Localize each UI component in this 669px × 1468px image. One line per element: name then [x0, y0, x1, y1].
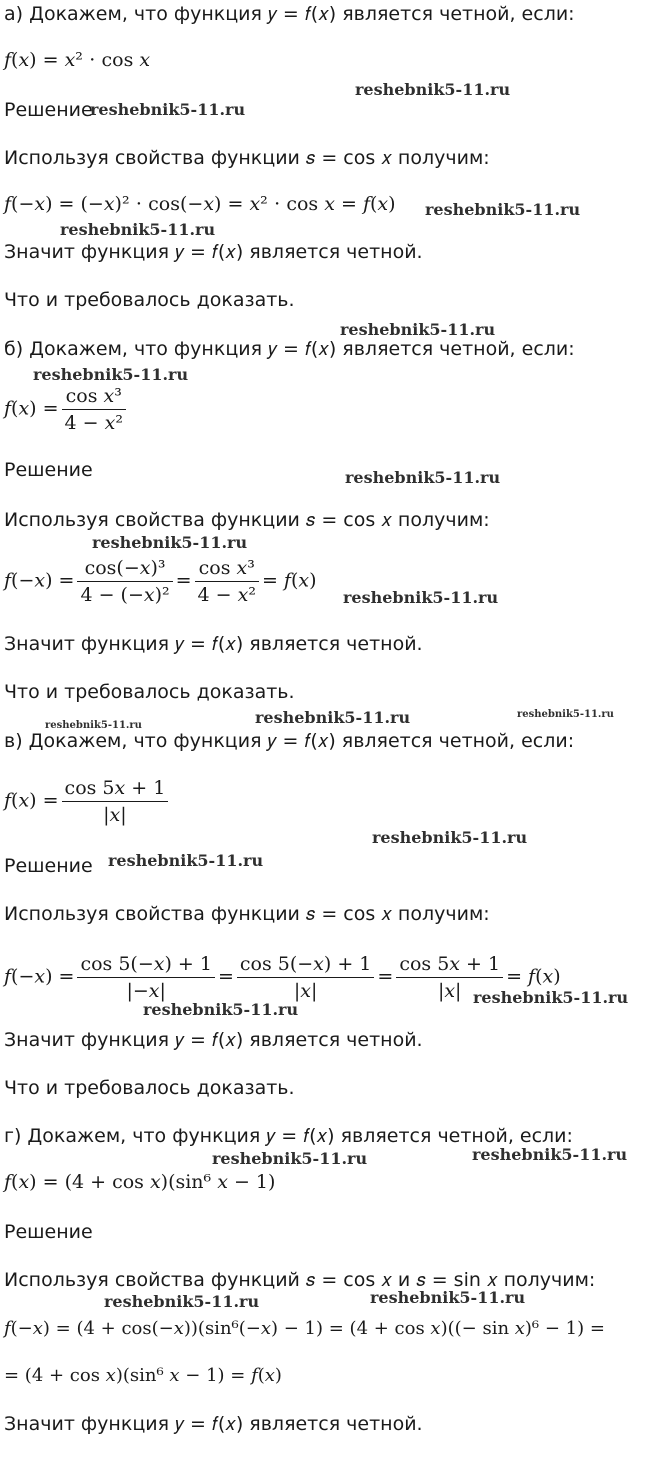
part-b-function-definition	[4, 384, 129, 435]
fraction-denominator: |−𝑥|	[77, 977, 215, 1003]
watermark: reshebnik5-11.ru	[90, 100, 246, 119]
watermark: reshebnik5-11.ru	[472, 1145, 628, 1164]
part-g-calculation-line2: = (4 + cos 𝑥)(sin⁶ 𝑥 − 1) = 𝑓(𝑥)	[4, 1365, 282, 1386]
equals-sign: =	[217, 965, 234, 988]
watermark: reshebnik5-11.ru	[340, 320, 496, 339]
fraction-numerator: cos 5𝑥 + 1	[64, 777, 166, 799]
part-b-solution-label: Решение	[4, 459, 93, 481]
fraction-numerator: cos 𝑥³	[65, 385, 122, 407]
calc-fraction	[77, 952, 215, 1003]
fraction-denominator: |𝑥|	[62, 801, 169, 827]
fraction-denominator: |𝑥|	[396, 977, 503, 1003]
part-a-function-definition: 𝑓(𝑥) = 𝑥² ⋅ cos 𝑥	[4, 49, 151, 71]
part-v-function-definition	[4, 776, 171, 827]
part-g-heading: г) Докажем, что функция 𝑦 = 𝑓(𝑥) является четной, если:	[4, 1125, 573, 1147]
part-a-qed: Что и требовалось доказать.	[4, 289, 295, 311]
part-g-conclusion: Значит функция 𝑦 = 𝑓(𝑥) является четной.	[4, 1413, 423, 1435]
calc-fraction	[237, 952, 375, 1003]
fraction-numerator: cos 5𝑥 + 1	[399, 953, 501, 975]
fraction-numerator: cos(−𝑥)³	[84, 557, 166, 579]
part-v-conclusion: Значит функция 𝑦 = 𝑓(𝑥) является четной.	[4, 1029, 423, 1051]
watermark: reshebnik5-11.ru	[60, 220, 216, 239]
fraction-numerator: cos 5(−𝑥) + 1	[80, 953, 212, 975]
watermark: reshebnik5-11.ru	[33, 365, 189, 384]
calc-lhs: 𝑓(−𝑥) =	[4, 569, 75, 592]
calc-fraction	[195, 556, 259, 607]
part-b-fraction	[62, 384, 126, 435]
watermark: reshebnik5-11.ru	[473, 988, 629, 1007]
watermark: reshebnik5-11.ru	[343, 588, 499, 607]
part-a-property-note: Используя свойства функции 𝑠 = cos 𝑥 получим:	[4, 147, 490, 169]
watermark: reshebnik5-11.ru	[355, 80, 511, 99]
watermark: reshebnik5-11.ru	[425, 200, 581, 219]
watermark: reshebnik5-11.ru	[372, 828, 528, 847]
watermark: reshebnik5-11.ru	[92, 533, 248, 552]
fraction-denominator: |𝑥|	[237, 977, 375, 1003]
watermark: reshebnik5-11.ru	[212, 1149, 368, 1168]
part-a-conclusion: Значит функция 𝑦 = 𝑓(𝑥) является четной.	[4, 241, 423, 263]
part-a-heading: а) Докажем, что функция 𝑦 = 𝑓(𝑥) является четной, если:	[4, 3, 575, 25]
part-g-calculation-line1: 𝑓(−𝑥) = (4 + cos(−𝑥))(sin⁶(−𝑥) − 1) = (4 + cos 𝑥)((− sin 𝑥)⁶ − 1) =	[4, 1318, 605, 1339]
part-a-solution-label: Решение	[4, 99, 93, 121]
calc-result: = 𝑓(𝑥)	[506, 965, 561, 988]
part-b-qed: Что и требовалось доказать.	[4, 681, 295, 703]
part-g-function-definition: 𝑓(𝑥) = (4 + cos 𝑥)(sin⁶ 𝑥 − 1)	[4, 1171, 276, 1193]
watermark: reshebnik5-11.ru	[345, 468, 501, 487]
part-a-calculation: 𝑓(−𝑥) = (−𝑥)² ⋅ cos(−𝑥) = 𝑥² ⋅ cos 𝑥 = 𝑓(𝑥)	[4, 193, 396, 215]
fraction-denominator: 4 − (−𝑥)²	[77, 581, 172, 607]
watermark: reshebnik5-11.ru	[517, 709, 614, 720]
part-b-lhs: 𝑓(𝑥) =	[4, 397, 59, 420]
part-b-conclusion: Значит функция 𝑦 = 𝑓(𝑥) является четной.	[4, 633, 423, 655]
part-g-solution-label: Решение	[4, 1221, 93, 1243]
part-v-qed: Что и требовалось доказать.	[4, 1077, 295, 1099]
fraction-numerator: cos 5(−𝑥) + 1	[239, 953, 372, 975]
watermark: reshebnik5-11.ru	[45, 720, 142, 731]
part-v-fraction	[62, 776, 169, 827]
part-v-property-note: Используя свойства функции 𝑠 = cos 𝑥 получим:	[4, 903, 490, 925]
part-v-solution-label: Решение	[4, 855, 93, 877]
part-v-lhs: 𝑓(𝑥) =	[4, 789, 59, 812]
watermark: reshebnik5-11.ru	[143, 1000, 299, 1019]
part-b-heading: б) Докажем, что функция 𝑦 = 𝑓(𝑥) является четной, если:	[4, 338, 575, 360]
watermark: reshebnik5-11.ru	[370, 1288, 526, 1307]
part-v-heading: в) Докажем, что функция 𝑦 = 𝑓(𝑥) является четной, если:	[4, 730, 575, 752]
fraction-denominator: 4 − 𝑥²	[195, 581, 259, 607]
calc-fraction	[77, 556, 172, 607]
calc-result: = 𝑓(𝑥)	[261, 569, 317, 592]
part-g-property-note: Используя свойства функций 𝑠 = cos 𝑥 и 𝑠 = sin 𝑥 получим:	[4, 1269, 596, 1291]
fraction-numerator: cos 𝑥³	[198, 557, 255, 579]
calc-lhs: 𝑓(−𝑥) =	[4, 965, 75, 988]
part-b-calculation	[4, 556, 317, 607]
equals-sign: =	[377, 965, 394, 988]
watermark: reshebnik5-11.ru	[108, 851, 264, 870]
equals-sign: =	[175, 569, 192, 592]
watermark: reshebnik5-11.ru	[255, 708, 411, 727]
fraction-denominator: 4 − 𝑥²	[62, 409, 126, 435]
part-b-property-note: Используя свойства функции 𝑠 = cos 𝑥 получим:	[4, 509, 490, 531]
watermark: reshebnik5-11.ru	[104, 1292, 260, 1311]
